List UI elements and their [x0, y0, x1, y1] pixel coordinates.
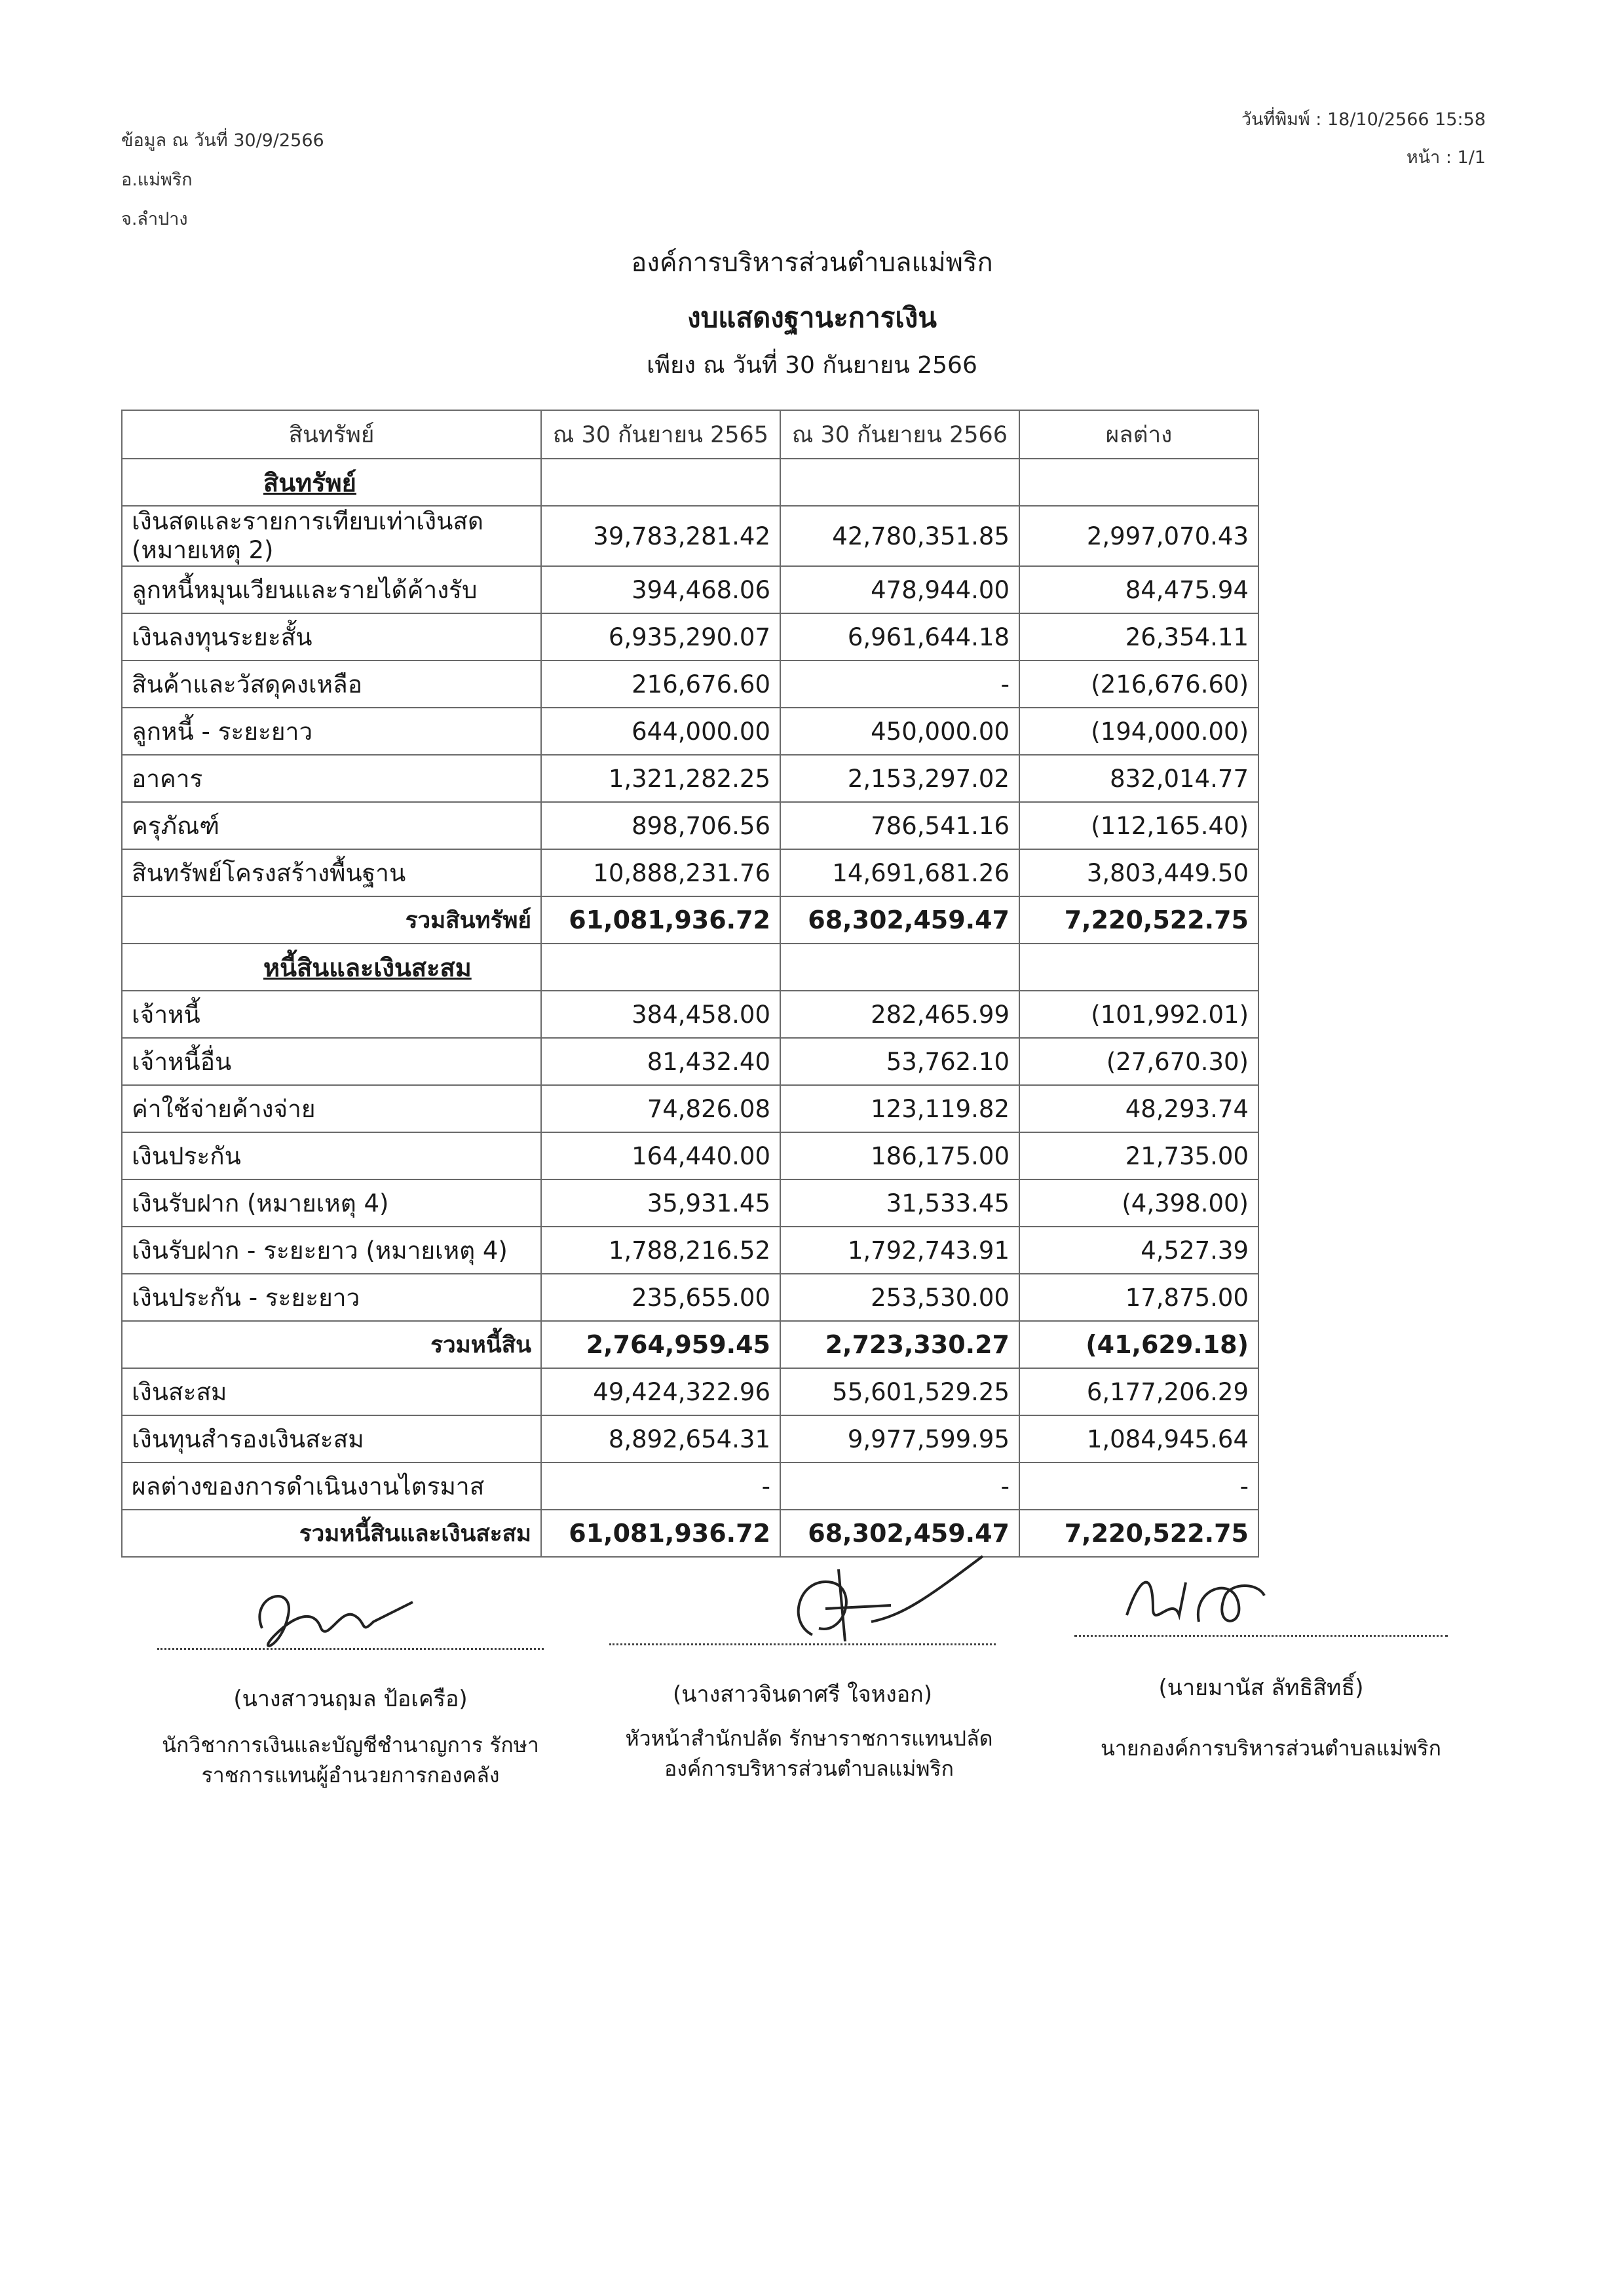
value-2566: 31,533.45	[780, 1179, 1019, 1227]
value-2565: 1,321,282.25	[541, 755, 780, 802]
value-2566: 253,530.00	[780, 1274, 1019, 1321]
value-2566: 68,302,459.47	[780, 1510, 1019, 1557]
value-2565: 644,000.00	[541, 708, 780, 755]
row-label: เจ้าหนี้อื่น	[122, 1038, 541, 1085]
value-diff: 6,177,206.29	[1019, 1368, 1258, 1415]
table-header-row	[122, 410, 1258, 459]
value-diff: 7,220,522.75	[1019, 1510, 1258, 1557]
value-2565: 81,432.40	[541, 1038, 780, 1085]
table-row	[122, 849, 1258, 896]
total-row	[122, 1510, 1258, 1557]
value-2565: 74,826.08	[541, 1085, 780, 1132]
table-row	[122, 613, 1258, 660]
province: จ.ลำปาง	[121, 209, 188, 229]
value-diff: 84,475.94	[1019, 566, 1258, 613]
statement-title: งบแสดงฐานะการเงิน	[687, 301, 937, 334]
value-2566: 450,000.00	[780, 708, 1019, 755]
col-header-item: สินทรัพย์	[122, 410, 541, 459]
value-2565: 35,931.45	[541, 1179, 780, 1227]
col-header-2565: ณ 30 กันยายน 2565	[541, 410, 780, 459]
table-body	[122, 459, 1258, 1557]
value-2566	[780, 944, 1019, 991]
row-label: ผลต่างของการดำเนินงานไตรมาส	[122, 1463, 541, 1510]
signer-2-position	[570, 1723, 1048, 1784]
value-diff: 48,293.74	[1019, 1085, 1258, 1132]
table-row	[122, 802, 1258, 849]
total-row	[122, 896, 1258, 944]
signer-2-position-line1: หัวหน้าสำนักปลัด รักษาราชการแทนปลัด	[625, 1726, 993, 1751]
value-2565: 216,676.60	[541, 660, 780, 708]
signer-1-position-line2: ราชการแทนผู้อำนวยการกองคลัง	[201, 1763, 500, 1788]
col-header-diff: ผลต่าง	[1019, 410, 1258, 459]
value-2566: 123,119.82	[780, 1085, 1019, 1132]
signer-3-position	[1042, 1733, 1500, 1763]
value-2566: 282,465.99	[780, 991, 1019, 1038]
value-2566	[780, 459, 1019, 506]
row-label: เงินรับฝาก (หมายเหตุ 4)	[122, 1179, 541, 1227]
row-label: อาคาร	[122, 755, 541, 802]
value-2565	[541, 944, 780, 991]
signature-line-1	[157, 1648, 544, 1650]
data-date: ข้อมูล ณ วันที่ 30/9/2566	[121, 130, 324, 151]
value-2565: 1,788,216.52	[541, 1227, 780, 1274]
row-label: สินทรัพย์	[122, 459, 541, 506]
value-2566: 42,780,351.85	[780, 506, 1019, 566]
table-row	[122, 1179, 1258, 1227]
value-2566: 6,961,644.18	[780, 613, 1019, 660]
row-label: เงินลงทุนระยะสั้น	[122, 613, 541, 660]
signature-mark-2	[773, 1543, 989, 1655]
table-row	[122, 1227, 1258, 1274]
table-row	[122, 1415, 1258, 1463]
value-2565	[541, 459, 780, 506]
row-label: เงินสะสม	[122, 1368, 541, 1415]
signature-mark-3	[1114, 1556, 1284, 1641]
row-label: ค่าใช้จ่ายค้างจ่าย	[122, 1085, 541, 1132]
table-row	[122, 1463, 1258, 1510]
value-2565: 898,706.56	[541, 802, 780, 849]
row-label: รวมหนี้สินและเงินสะสม	[122, 1510, 541, 1557]
table-row	[122, 566, 1258, 613]
value-diff: 832,014.77	[1019, 755, 1258, 802]
value-2566: -	[780, 660, 1019, 708]
table-row	[122, 1132, 1258, 1179]
value-diff: 4,527.39	[1019, 1227, 1258, 1274]
value-2565: 61,081,936.72	[541, 1510, 780, 1557]
district: อ.แม่พริก	[121, 170, 193, 190]
table-row	[122, 708, 1258, 755]
value-2565: 49,424,322.96	[541, 1368, 780, 1415]
table-row	[122, 1274, 1258, 1321]
print-date: วันที่พิมพ์ : 18/10/2566 15:58	[1241, 109, 1486, 130]
table-row	[122, 755, 1258, 802]
value-2566: 786,541.16	[780, 802, 1019, 849]
value-diff: (112,165.40)	[1019, 802, 1258, 849]
table-row	[122, 660, 1258, 708]
section-row	[122, 944, 1258, 991]
table-row	[122, 506, 1258, 566]
value-2566: 1,792,743.91	[780, 1227, 1019, 1274]
value-diff: 17,875.00	[1019, 1274, 1258, 1321]
signer-1-position-line1: นักวิชาการเงินและบัญชีชำนาญการ รักษา	[162, 1732, 539, 1757]
value-2566: 478,944.00	[780, 566, 1019, 613]
value-diff: (27,670.30)	[1019, 1038, 1258, 1085]
value-diff: (41,629.18)	[1019, 1321, 1258, 1368]
signer-2-name: (นางสาวจินดาศรี ใจหงอก)	[673, 1681, 932, 1708]
page-number: หน้า : 1/1	[1406, 147, 1486, 168]
value-2566: 68,302,459.47	[780, 896, 1019, 944]
value-2565: 164,440.00	[541, 1132, 780, 1179]
value-2566: 186,175.00	[780, 1132, 1019, 1179]
value-diff: (216,676.60)	[1019, 660, 1258, 708]
value-2565: 2,764,959.45	[541, 1321, 780, 1368]
col-header-2566: ณ 30 กันยายน 2566	[780, 410, 1019, 459]
value-diff	[1019, 944, 1258, 991]
value-diff	[1019, 459, 1258, 506]
signer-3-name: (นายมานัส ลัทธิสิทธิ์)	[1158, 1675, 1364, 1701]
value-2565: 8,892,654.31	[541, 1415, 780, 1463]
signer-2-position-line2: องค์การบริหารส่วนตำบลแม่พริก	[664, 1756, 954, 1781]
value-diff: (194,000.00)	[1019, 708, 1258, 755]
value-2565: 6,935,290.07	[541, 613, 780, 660]
value-2566: 2,723,330.27	[780, 1321, 1019, 1368]
value-2566: -	[780, 1463, 1019, 1510]
value-2565: 10,888,231.76	[541, 849, 780, 896]
value-diff: 7,220,522.75	[1019, 896, 1258, 944]
row-label: ลูกหนี้หมุนเวียนและรายได้ค้างรับ	[122, 566, 541, 613]
signer-1-position	[111, 1730, 590, 1790]
value-2565: 394,468.06	[541, 566, 780, 613]
value-diff: (4,398.00)	[1019, 1179, 1258, 1227]
row-label: เงินทุนสำรองเงินสะสม	[122, 1415, 541, 1463]
value-2565: 61,081,936.72	[541, 896, 780, 944]
total-row	[122, 1321, 1258, 1368]
signature-line-2	[609, 1643, 996, 1645]
row-label: เงินรับฝาก - ระยะยาว (หมายเหตุ 4)	[122, 1227, 541, 1274]
value-diff: (101,992.01)	[1019, 991, 1258, 1038]
value-diff: 2,997,070.43	[1019, 506, 1258, 566]
value-diff: 1,084,945.64	[1019, 1415, 1258, 1463]
value-2566: 9,977,599.95	[780, 1415, 1019, 1463]
signature-mark-1	[236, 1569, 432, 1661]
value-2566: 55,601,529.25	[780, 1368, 1019, 1415]
row-label: เงินสดและรายการเทียบเท่าเงินสด (หมายเหตุ 2)	[122, 506, 541, 566]
signer-3-position-line1: นายกองค์การบริหารส่วนตำบลแม่พริก	[1101, 1736, 1441, 1761]
table-row	[122, 1368, 1258, 1415]
financial-position-table	[121, 410, 1259, 1558]
value-2566: 2,153,297.02	[780, 755, 1019, 802]
row-label: ลูกหนี้ - ระยะยาว	[122, 708, 541, 755]
value-diff: 26,354.11	[1019, 613, 1258, 660]
row-label: ครุภัณฑ์	[122, 802, 541, 849]
row-label: หนี้สินและเงินสะสม	[122, 944, 541, 991]
value-2566: 53,762.10	[780, 1038, 1019, 1085]
table-row	[122, 1038, 1258, 1085]
org-title: องค์การบริหารส่วนตำบลแม่พริก	[631, 248, 993, 278]
row-label: รวมหนี้สิน	[122, 1321, 541, 1368]
value-2565: -	[541, 1463, 780, 1510]
signer-1-name: (นางสาวนฤมล ป้อเครือ)	[233, 1686, 468, 1712]
value-2566: 14,691,681.26	[780, 849, 1019, 896]
value-diff: 3,803,449.50	[1019, 849, 1258, 896]
value-2565: 235,655.00	[541, 1274, 780, 1321]
section-row	[122, 459, 1258, 506]
value-2565: 39,783,281.42	[541, 506, 780, 566]
signature-line-3	[1074, 1635, 1448, 1637]
row-label: สินทรัพย์โครงสร้างพื้นฐาน	[122, 849, 541, 896]
row-label: เงินประกัน - ระยะยาว	[122, 1274, 541, 1321]
row-label: สินค้าและวัสดุคงเหลือ	[122, 660, 541, 708]
value-diff: -	[1019, 1463, 1258, 1510]
row-label: รวมสินทรัพย์	[122, 896, 541, 944]
value-diff: 21,735.00	[1019, 1132, 1258, 1179]
row-label: เงินประกัน	[122, 1132, 541, 1179]
as-of-date: เพียง ณ วันที่ 30 กันยายน 2566	[647, 352, 977, 379]
table-row	[122, 1085, 1258, 1132]
value-2565: 384,458.00	[541, 991, 780, 1038]
row-label: เจ้าหนี้	[122, 991, 541, 1038]
table-row	[122, 991, 1258, 1038]
